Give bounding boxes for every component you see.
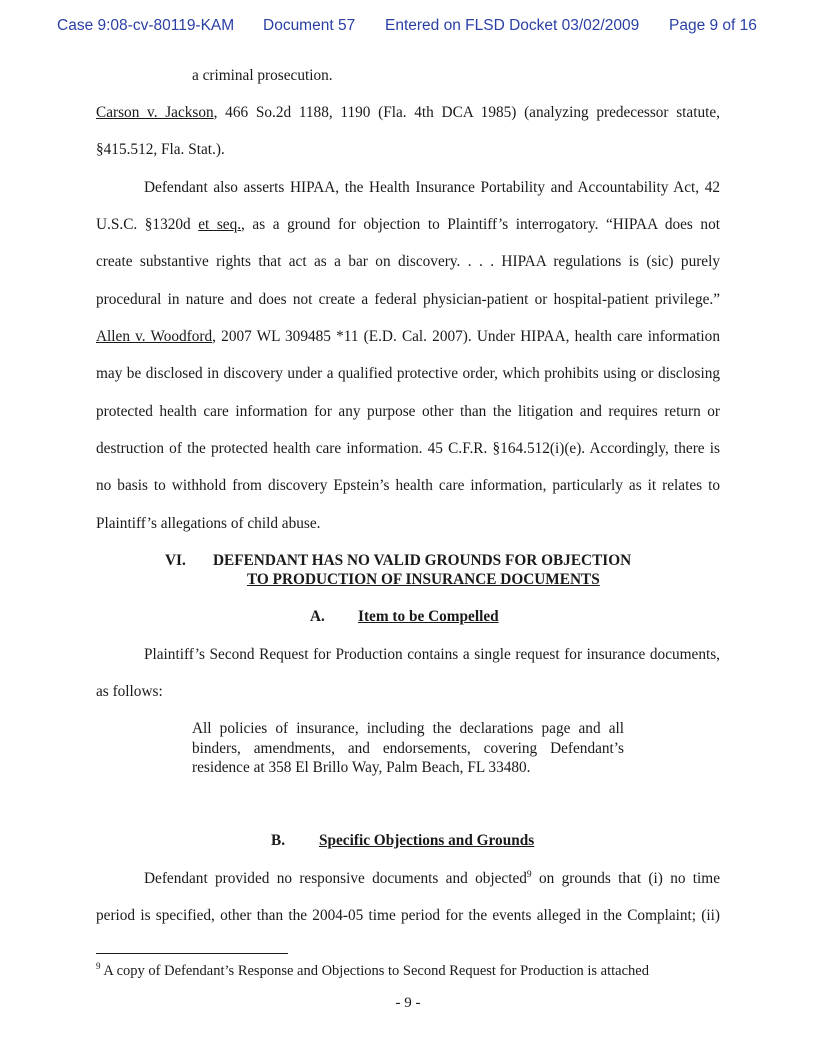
subsection-title: Specific Objections and Grounds: [319, 832, 535, 849]
subsection-letter: B.: [271, 832, 286, 849]
document-number: Document 57: [263, 17, 356, 34]
body-line: [96, 216, 720, 234]
body-text: , 2007 WL 309485 *11 (E.D. Cal. 2007). Under HIPAA, health care information: [212, 328, 720, 345]
case-citation: Carson v. Jackson: [96, 104, 214, 121]
body-text: Defendant provided no responsive documents and objected: [144, 870, 527, 887]
section-title-line1: DEFENDANT HAS NO VALID GROUNDS FOR OBJECTION: [213, 552, 632, 569]
case-number: Case 9:08-cv-80119-KAM: [57, 17, 235, 34]
footnote: [96, 962, 720, 980]
body-line: §415.512, Fla. Stat.).: [96, 141, 225, 158]
body-line: may be disclosed in discovery under a qualified protective order, which prohibits using or disclosing: [96, 365, 720, 382]
footnote-separator: [96, 953, 288, 954]
block-quote-line: residence at 358 El Brillo Way, Palm Beach, FL 33480.: [192, 759, 531, 776]
body-line: [96, 328, 720, 346]
subsection-letter: A.: [310, 608, 325, 625]
body-text: on grounds that (i) no time: [531, 870, 720, 887]
citation-signal: et seq.: [198, 216, 242, 233]
body-line: procedural in nature and does not create a federal physician-patient or hospital-patient privilege.”: [96, 291, 720, 308]
footnote-text: A copy of Defendant’s Response and Objections to Second Request for Production is attached: [100, 963, 649, 979]
body-line: protected health care information for any purpose other than the litigation and requires return or: [96, 403, 720, 420]
body-text: U.S.C. §1320d: [96, 216, 199, 233]
body-line: Plaintiff’s allegations of child abuse.: [96, 515, 321, 532]
body-line: period is specified, other than the 2004-05 time period for the events alleged in the Complaint; (ii): [96, 907, 720, 924]
body-line: Defendant also asserts HIPAA, the Health Insurance Portability and Accountability Act, 42: [144, 179, 720, 196]
body-line: no basis to withhold from discovery Epstein’s health care information, particularly as it relates to: [96, 477, 720, 494]
body-line: [96, 104, 720, 122]
body-text: , as a ground for objection to Plaintiff’s interrogatory. “HIPAA does not: [241, 216, 720, 233]
subsection-title: Item to be Compelled: [358, 608, 499, 625]
block-quote-line: binders, amendments, and endorsements, covering Defendant’s: [192, 740, 624, 757]
section-number: VI.: [165, 552, 186, 569]
body-line: as follows:: [96, 683, 163, 700]
page-indicator: Page 9 of 16: [669, 17, 757, 34]
body-line: [144, 870, 720, 888]
section-title-line2: TO PRODUCTION OF INSURANCE DOCUMENTS: [247, 571, 600, 588]
body-line: create substantive rights that act as a bar on discovery. . . . HIPAA regulations is (sic) purely: [96, 253, 720, 270]
body-text: , 466 So.2d 1188, 1190 (Fla. 4th DCA 1985) (analyzing predecessor statute,: [213, 104, 720, 121]
footnote-number: 9: [96, 961, 101, 972]
body-line: destruction of the protected health care information. 45 C.F.R. §164.512(i)(e). Accordingly, there is: [96, 440, 720, 457]
body-line: a criminal prosecution.: [192, 67, 333, 84]
block-quote-line: All policies of insurance, including the declarations page and all: [192, 720, 624, 737]
footnote-reference: 9: [526, 869, 532, 880]
docket-entry: Entered on FLSD Docket 03/02/2009: [385, 17, 640, 34]
docket-header: [0, 17, 816, 107]
body-line: Plaintiff’s Second Request for Production contains a single request for insurance documents,: [144, 646, 720, 663]
page-number: - 9 -: [395, 995, 421, 1011]
case-citation: Allen v. Woodford: [96, 328, 213, 345]
